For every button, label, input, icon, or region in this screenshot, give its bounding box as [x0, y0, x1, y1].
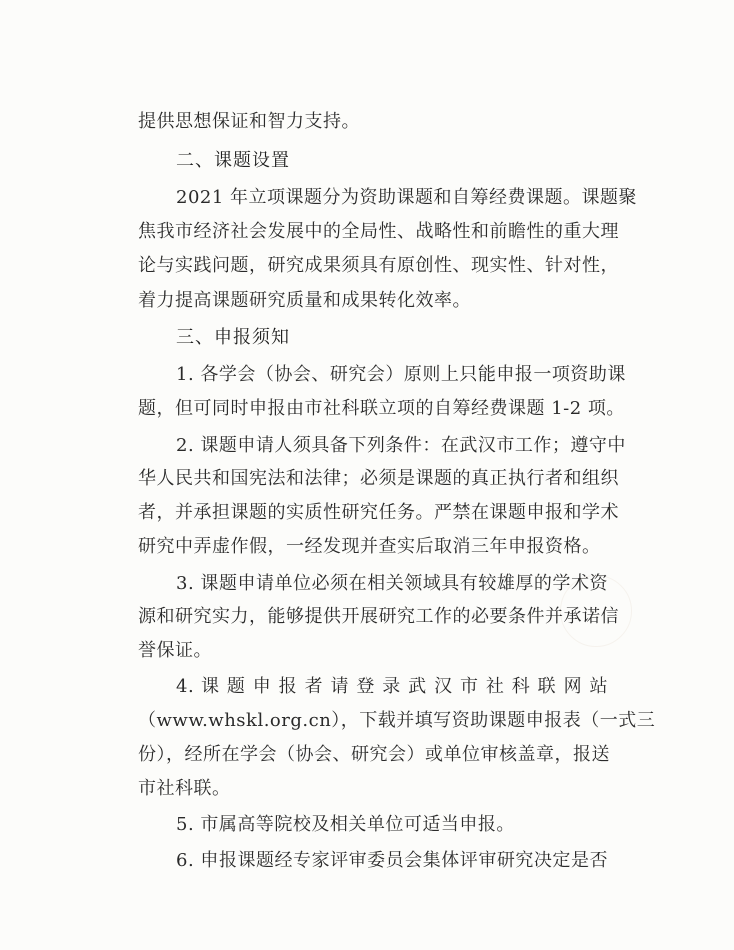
section-heading-topic-setup: 二、课题设置: [176, 150, 290, 171]
body-text-line: 研究中弄虚作假，一经发现并查实后取消三年申报资格。: [138, 536, 601, 557]
body-text-line: 焦我市经济社会发展中的全局性、战略性和前瞻性的重大理: [138, 221, 619, 242]
body-text-line: 3. 课题申请单位必须在相关领域具有较雄厚的学术资: [176, 573, 608, 594]
body-text-line: 源和研究实力，能够提供开展研究工作的必要条件并承诺信: [138, 606, 619, 627]
body-text-line: 2021 年立项课题分为资助课题和自筹经费课题。课题聚: [176, 187, 638, 208]
body-text-line: 题，但可同时申报由市社科联立项的自筹经费课题 1-2 项。: [138, 398, 625, 419]
body-text-line: 华人民共和国宪法和法律；必须是课题的真正执行者和组织: [138, 468, 619, 489]
body-text-line: 份），经所在学会（协会、研究会）或单位审核盖章，报送: [138, 744, 610, 765]
body-text-line: 2. 课题申请人须具备下列条件：在武汉市工作；遵守中: [176, 435, 626, 456]
body-text-line: （www.whskl.org.cn），下载并填写资助课题申报表（一式三: [138, 710, 656, 731]
body-text-line: 6. 申报课题经专家评审委员会集体评审研究决定是否: [176, 850, 608, 871]
body-text-line: 4. 课 题 申 报 者 请 登 录 武 汉 市 社 科 联 网 站: [176, 676, 608, 697]
body-text-line: 者，并承担课题的实质性研究任务。严禁在课题申报和学术: [138, 502, 619, 523]
body-text-line: 5. 市属高等院校及相关单位可适当申报。: [176, 814, 515, 835]
section-heading-application-notes: 三、申报须知: [176, 327, 290, 348]
body-text-line: 论与实践问题，研究成果须具有原创性、现实性、针对性，: [138, 255, 619, 276]
body-text-line: 提供思想保证和智力支持。: [138, 111, 360, 132]
body-text-line: 1. 各学会（协会、研究会）原则上只能申报一项资助课: [176, 364, 626, 385]
body-text-line: 誉保证。: [138, 640, 212, 661]
body-text-line: 市社科联。: [138, 778, 231, 799]
body-text-line: 着力提高课题研究质量和成果转化效率。: [138, 290, 471, 311]
